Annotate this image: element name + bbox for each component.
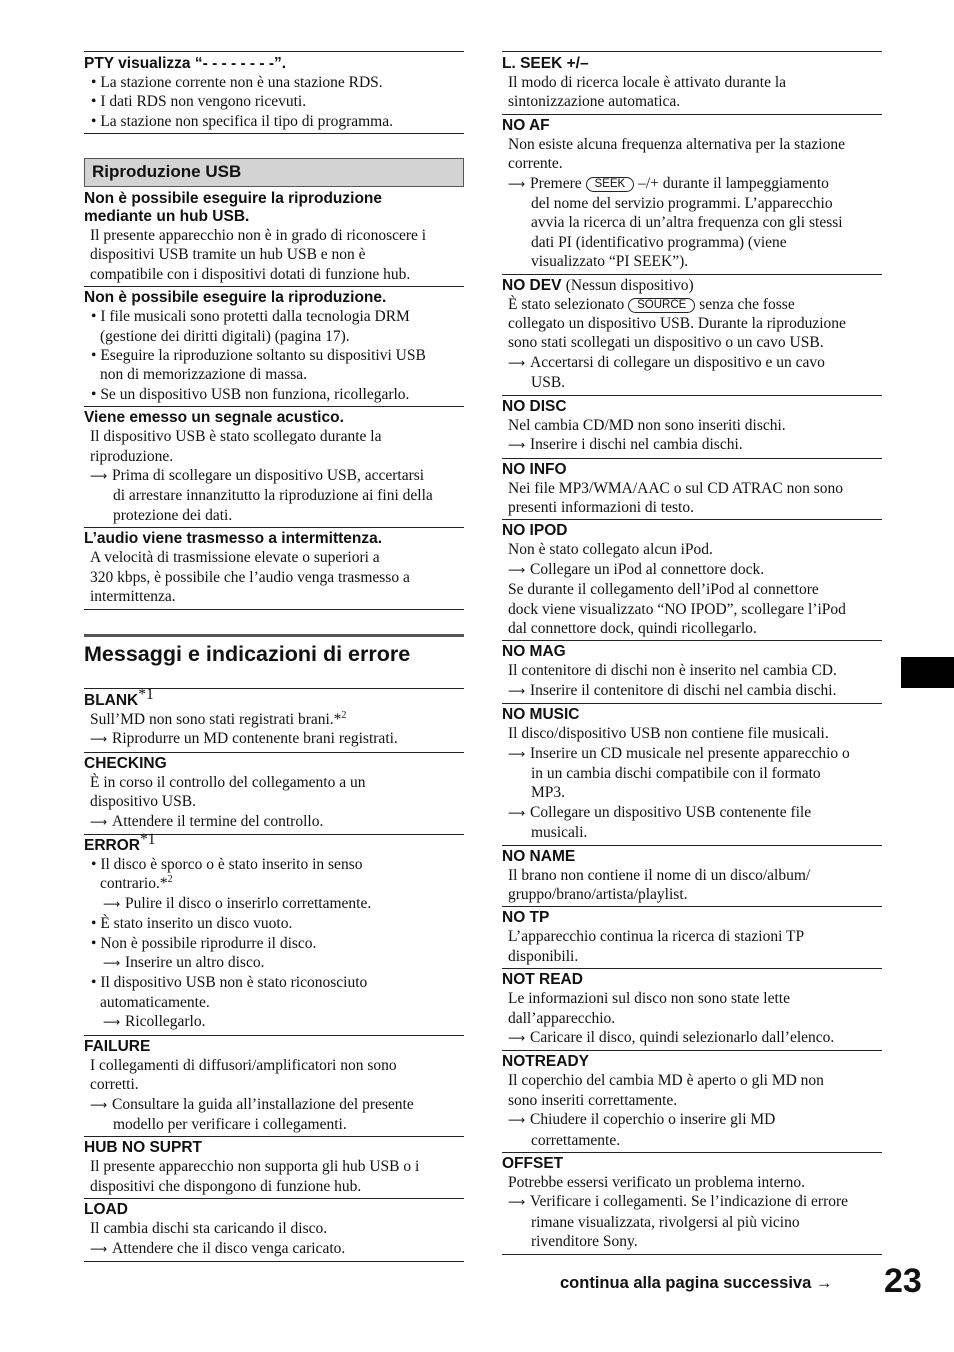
msg-noinfo-title: NO INFO	[502, 460, 567, 478]
msg-notready	[502, 1051, 882, 1153]
usb-beep-text: riproduzione.	[90, 447, 174, 465]
msg-load-title: LOAD	[84, 1201, 128, 1219]
msg-failure-remedy: ⟶ Consultare la guida all’installazione del presente modello per verificare i collegamenti.	[90, 1095, 414, 1133]
msg-nomag	[502, 641, 882, 704]
continue-note: continua alla pagina successiva →	[560, 1274, 833, 1292]
msg-checking-title: CHECKING	[84, 754, 167, 772]
msg-noname-text: Il brano non contiene il nome di un disco/album/	[508, 866, 811, 884]
usb-audio-text: 320 kbps, è possibile che l’audio venga trasmesso a	[90, 568, 410, 586]
msg-notready-title: NOTREADY	[502, 1053, 589, 1071]
arrow-icon: ⟶	[103, 896, 121, 911]
msg-noinfo-text: Nei file MP3/WMA/AAC o sul CD ATRAC non sono	[508, 479, 843, 497]
arrow-icon: ⟶	[508, 683, 526, 698]
msg-nomusic	[502, 704, 882, 845]
msg-nomusic-text: Il disco/dispositivo USB non contiene file musicali.	[508, 725, 829, 743]
msg-lseek	[502, 51, 882, 115]
msg-nodisc-title: NO DISC	[502, 397, 567, 415]
msg-notread	[502, 969, 882, 1051]
msg-noaf-text: Non esiste alcuna frequenza alternativa per la stazione	[508, 135, 845, 153]
msg-noinfo	[502, 459, 882, 521]
msg-blank-remedy: ⟶ Riprodurre un MD contenente brani registrati.	[84, 729, 464, 749]
msg-checking-remedy: ⟶ Attendere il termine del controllo.	[84, 812, 464, 832]
msg-noipod-title: NO IPOD	[502, 522, 568, 540]
msg-notread-title: NOT READ	[502, 971, 583, 989]
msg-notp-title: NO TP	[502, 909, 550, 927]
msg-blank-text: Sull’MD non sono stati registrati brani.*$^2$	[90, 709, 347, 728]
msg-checking	[84, 753, 464, 835]
msg-error-remedy: ⟶ Ricollegarlo.	[84, 1012, 464, 1032]
msg-lseek-text: sintonizzazione automatica.	[508, 93, 681, 111]
usb-audio-text: A velocità di trasmissione elevate o superiori a	[90, 549, 380, 567]
msg-notread-remedy: ⟶ Caricare il disco, quindi selezionarlo dall’elenco.	[502, 1028, 882, 1048]
msg-error-bullet: • È stato inserito un disco vuoto.	[84, 914, 464, 933]
arrow-icon: ⟶	[508, 562, 526, 577]
msg-blank-title: BLANK*1	[84, 685, 154, 709]
msg-checking-text: dispositivo USB.	[90, 793, 196, 811]
msg-noipod-text: Se durante il collegamento dell’iPod al connettore	[508, 581, 819, 599]
arrow-icon: ⟶	[508, 1031, 526, 1046]
msg-notp	[502, 907, 882, 969]
msg-lseek-text: Il modo di ricerca locale è attivato durante la	[508, 74, 787, 91]
msg-noaf	[502, 115, 882, 275]
msg-failure-text: I collegamenti di diffusori/amplificatori non sono	[90, 1056, 397, 1074]
msg-failure-title: FAILURE	[84, 1037, 151, 1055]
msg-notready-remedy: ⟶ Chiudere il coperchio o inserire gli MD correttamente.	[508, 1111, 776, 1149]
arrow-icon: ⟶	[508, 746, 526, 761]
msg-notready-text: Il coperchio del cambia MD è aperto o gli MD non	[508, 1072, 824, 1090]
usb-play-bullet: • Se un dispositivo USB non funziona, ricollegarlo.	[84, 385, 464, 404]
msg-offset-remedy: ⟶ Verificare i collegamenti. Se l’indicazione di errore rimane visualizzata, rivolgersi al più vicino rivenditore Sony.	[508, 1193, 849, 1251]
msg-offset-title: OFFSET	[502, 1155, 564, 1173]
arrow-icon: ⟶	[103, 1015, 121, 1030]
arrow-icon: ⟶	[508, 438, 526, 453]
msg-hub-text: dispositivi che dispongono di funzione hub.	[90, 1177, 362, 1195]
msg-nodev-title: NO DEV (Nessun dispositivo)	[502, 276, 694, 294]
usb-play-entry	[84, 287, 464, 407]
arrow-icon: ⟶	[508, 176, 526, 191]
arrow-icon: ⟶	[508, 1113, 526, 1128]
msg-offset	[502, 1153, 882, 1255]
page-heading: Messaggi e indicazioni di errore	[84, 642, 411, 666]
arrow-icon: ⟶	[90, 1097, 108, 1112]
msg-noipod-text: dal connettore dock, quindi ricollegarlo.	[508, 619, 757, 637]
msg-hub	[84, 1137, 464, 1199]
msg-noname-title: NO NAME	[502, 847, 576, 865]
msg-nodev	[502, 275, 882, 396]
usb-audio-entry	[84, 528, 464, 609]
arrow-icon: ⟶	[103, 956, 121, 971]
source-button-label: SOURCE	[628, 298, 695, 313]
usb-audio-title: L’audio viene trasmesso a intermittenza.	[84, 530, 383, 548]
pty-bullet: • La stazione non specifica il tipo di programma.	[84, 112, 464, 131]
msg-error-remedy: ⟶ Inserire un altro disco.	[84, 953, 464, 973]
msg-nomag-text: Il contenitore di dischi non è inserito nel cambia CD.	[508, 662, 837, 680]
pty-title: PTY visualizza “- - - - - - - -”.	[84, 55, 287, 72]
arrow-icon: ⟶	[90, 732, 108, 747]
msg-error-title: ERROR*1	[84, 830, 156, 855]
usb-hub-text: compatibile con i dispositivi dotati di funzione hub.	[90, 265, 411, 283]
msg-nodev-remedy: ⟶ Accertarsi di collegare un dispositivo e un cavo USB.	[508, 353, 825, 392]
msg-notread-text: dall’apparecchio.	[508, 1009, 616, 1027]
section-tab-marker	[901, 657, 954, 688]
msg-blank	[84, 685, 464, 753]
msg-nodev-text: sono stati scollegati un dispositivo o un cavo USB.	[508, 334, 824, 352]
msg-nodisc-remedy: ⟶ Inserire i dischi nel cambia dischi.	[502, 435, 882, 455]
usb-hub-title: mediante un hub USB.	[84, 208, 250, 225]
section-header-usb	[84, 158, 464, 187]
msg-noipod-text: Non è stato collegato alcun iPod.	[508, 541, 713, 559]
msg-noaf-text: corrente.	[508, 155, 563, 173]
usb-beep-entry	[84, 407, 464, 528]
msg-nomusic-remedy: ⟶ Collegare un dispositivo USB contenente file musicali.	[508, 803, 812, 842]
msg-notready-text: sono inseriti correttamente.	[508, 1091, 678, 1109]
msg-nomusic-title: NO MUSIC	[502, 706, 580, 724]
msg-noipod-remedy: ⟶ Collegare un iPod al connettore dock.	[502, 560, 882, 580]
msg-nodev-text: collegato un dispositivo USB. Durante la riproduzione	[508, 315, 846, 333]
arrow-icon: ⟶	[508, 355, 526, 370]
msg-failure-text: corretti.	[90, 1076, 139, 1094]
arrow-icon: ⟶	[90, 814, 108, 829]
msg-notp-text: L’apparecchio continua la ricerca di stazioni TP	[508, 928, 805, 946]
msg-error	[84, 830, 464, 1036]
msg-nodisc-text: Nel cambia CD/MD non sono inseriti dischi.	[508, 416, 786, 434]
msg-checking-text: È in corso il controllo del collegamento a un	[90, 773, 366, 791]
usb-audio-text: intermittenza.	[90, 588, 176, 606]
msg-hub-title: HUB NO SUPRT	[84, 1139, 202, 1157]
msg-noaf-title: NO AF	[502, 116, 550, 134]
page-number: 23	[884, 1262, 922, 1300]
msg-nodisc	[502, 396, 882, 459]
arrow-icon: ⟶	[90, 1241, 108, 1256]
msg-error-bullet: • Il disco è sporco o è stato inserito in senso contrario.*$^2$	[84, 855, 464, 894]
msg-load-remedy: ⟶ Attendere che il disco venga caricato.	[84, 1239, 464, 1259]
msg-noaf-remedy: ⟶ Premere SEEK –/+ durante il lampeggiamento del nome del servizio programmi. L’apparecchio avvia la ricerca di un’altra frequenza con gli stessi dati PI (identificativo programma) (viene visualizzato “PI SEEK”).	[508, 174, 843, 271]
msg-noipod-text: dock viene visualizzato “NO IPOD”, scollegare l’iPod	[508, 600, 846, 618]
msg-error-bullet: • Non è possibile riprodurre il disco.	[84, 934, 464, 953]
pty-bullet: • I dati RDS non vengono ricevuti.	[84, 92, 464, 111]
msg-noname	[502, 846, 882, 908]
seek-button-label: SEEK	[586, 177, 635, 192]
msg-notp-text: disponibili.	[508, 947, 579, 965]
usb-play-bullet: • Eseguire la riproduzione soltanto su dispositivi USB non di memorizzazione di massa.	[84, 346, 464, 385]
usb-hub-entry	[84, 188, 464, 287]
msg-nomusic-remedy: ⟶ Inserire un CD musicale nel presente apparecchio o in un cambia dischi compatibile con il formato MP3.	[508, 744, 850, 802]
usb-play-bullet: • I file musicali sono protetti dalla tecnologia DRM (gestione dei diritti digitali) (pagina 17).	[84, 307, 464, 346]
msg-noipod	[502, 520, 882, 641]
section-header-usb-label: Riproduzione USB	[92, 162, 242, 181]
usb-hub-text: Il presente apparecchio non è in grado di riconoscere i	[90, 227, 427, 244]
usb-hub-text: dispositivi USB tramite un hub USB e non è	[90, 246, 366, 264]
usb-beep-text: Il dispositivo USB è stato scollegato durante la	[90, 428, 382, 446]
pty-bullet: • La stazione corrente non è una stazione RDS.	[84, 73, 464, 92]
arrow-right-icon: →	[815, 1274, 833, 1292]
msg-lseek-title: L. SEEK +/–	[502, 55, 589, 72]
msg-error-remedy: ⟶ Pulire il disco o inserirlo correttamente.	[84, 894, 464, 914]
arrow-icon: ⟶	[90, 469, 108, 484]
pty-entry	[84, 51, 464, 134]
arrow-icon: ⟶	[508, 805, 526, 820]
usb-play-title: Non è possibile eseguire la riproduzione.	[84, 289, 387, 307]
msg-nomag-remedy: ⟶ Inserire il contenitore di dischi nel cambia dischi.	[502, 681, 882, 701]
msg-noname-text: gruppo/brano/artista/playlist.	[508, 886, 688, 903]
usb-beep-remedy: ⟶ Prima di scollegare un dispositivo USB, accertarsi di arrestare innanzitutto la riproduzione ai fini della protezione dei dati.	[90, 467, 433, 524]
msg-load	[84, 1199, 464, 1262]
msg-load-text: Il cambia dischi sta caricando il disco.	[90, 1220, 328, 1238]
msg-error-bullet: • Il dispositivo USB non è stato riconosciuto automaticamente.	[84, 973, 464, 1012]
usb-hub-title: Non è possibile eseguire la riproduzione	[84, 190, 383, 207]
usb-beep-title: Viene emesso un segnale acustico.	[84, 409, 344, 427]
msg-failure	[84, 1036, 464, 1138]
msg-noinfo-text: presenti informazioni di testo.	[508, 498, 694, 516]
msg-hub-text: Il presente apparecchio non supporta gli hub USB o i	[90, 1158, 420, 1176]
msg-nodev-text: È stato selezionato SOURCE senza che fosse	[508, 295, 795, 313]
heading-rule	[84, 634, 464, 637]
msg-offset-text: Potrebbe essersi verificato un problema interno.	[508, 1174, 805, 1192]
arrow-icon: ⟶	[508, 1195, 526, 1210]
msg-notread-text: Le informazioni sul disco non sono state lette	[508, 990, 790, 1008]
msg-nomag-title: NO MAG	[502, 643, 566, 661]
